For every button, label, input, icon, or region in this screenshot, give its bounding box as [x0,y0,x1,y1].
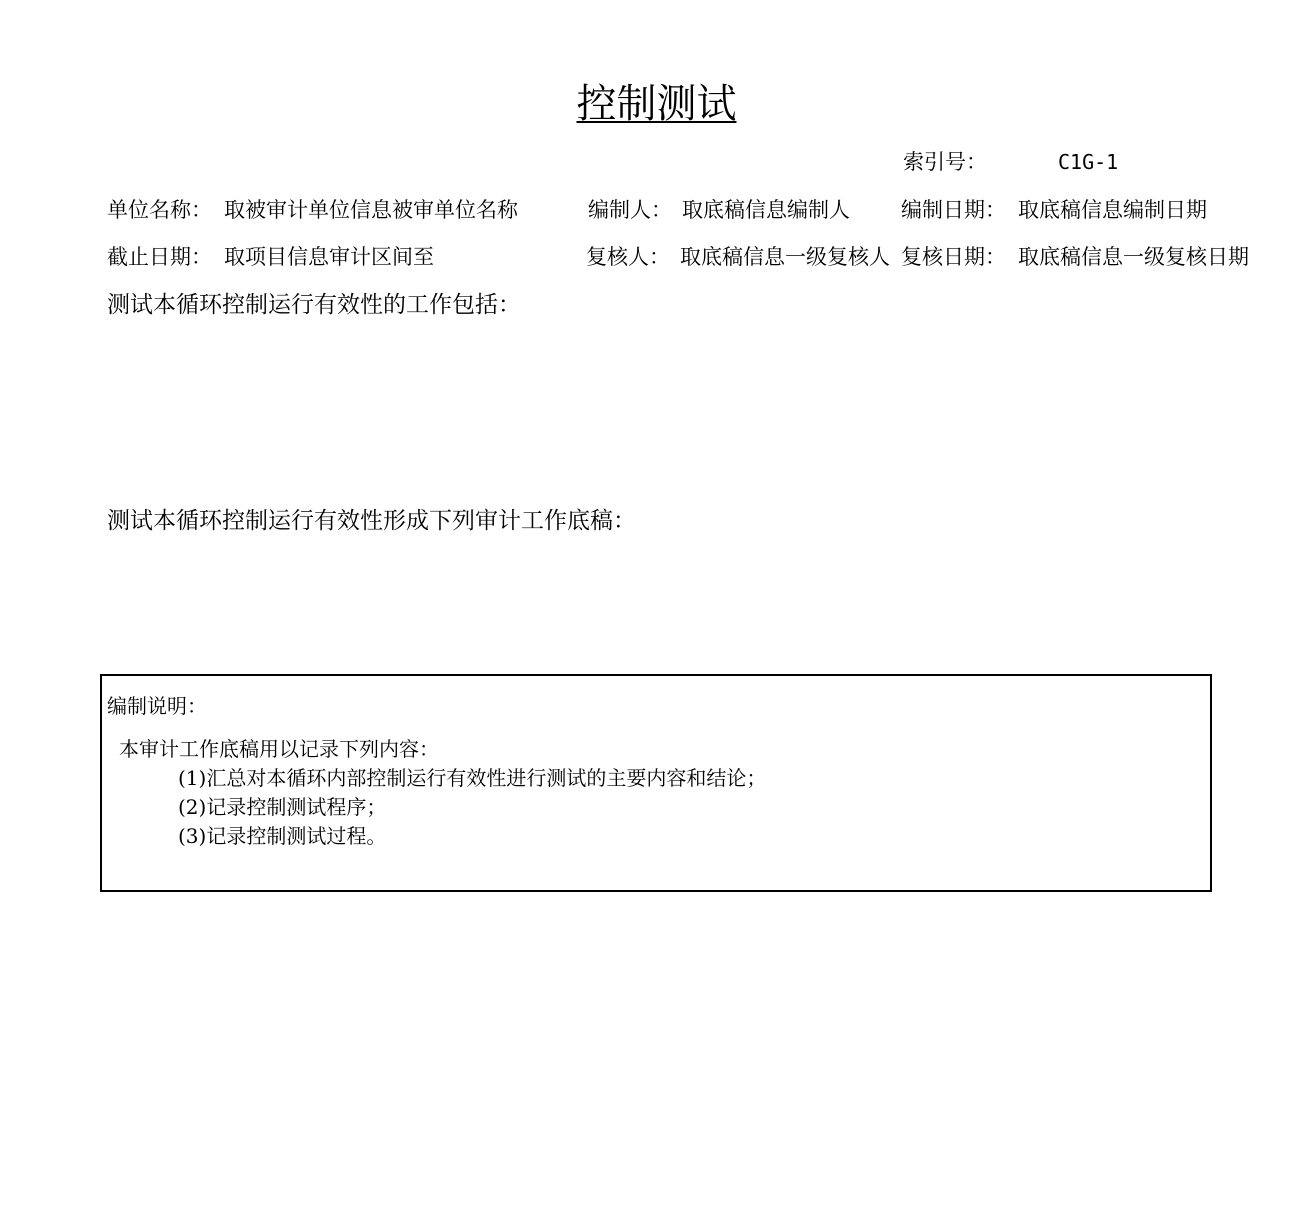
cutoff-date-label: 截止日期： [107,245,212,269]
notes-heading: 编制说明： [107,694,207,718]
index-value: C1G-1 [1058,150,1119,174]
notes-item-1: (1)汇总对本循环内部控制运行有效性进行测试的主要内容和结论； [178,766,767,790]
notes-intro: 本审计工作底稿用以记录下列内容： [119,737,439,761]
page-title: 控制测试 [576,81,737,127]
unit-name-label: 单位名称： [107,198,212,222]
workpapers-heading: 测试本循环控制运行有效性形成下列审计工作底稿： [107,508,636,534]
notes-item-3: (3)记录控制测试过程。 [178,824,387,848]
prepare-date-value: 取底稿信息编制日期 [1018,198,1207,222]
preparer-label: 编制人： [588,198,672,222]
unit-name-value: 取被审计单位信息被审单位名称 [224,198,518,222]
preparer-value: 取底稿信息编制人 [682,198,850,222]
work-includes-heading: 测试本循环控制运行有效性的工作包括： [107,292,521,318]
reviewer-label: 复核人： [586,245,670,269]
review-date-value: 取底稿信息一级复核日期 [1018,245,1249,269]
index-label: 索引号： [903,150,987,174]
review-date-label: 复核日期： [901,245,1006,269]
prepare-date-label: 编制日期： [901,198,1006,222]
notes-item-2: (2)记录控制测试程序； [178,795,387,819]
cutoff-date-value: 取项目信息审计区间至 [224,245,434,269]
reviewer-value: 取底稿信息一级复核人 [680,245,890,269]
